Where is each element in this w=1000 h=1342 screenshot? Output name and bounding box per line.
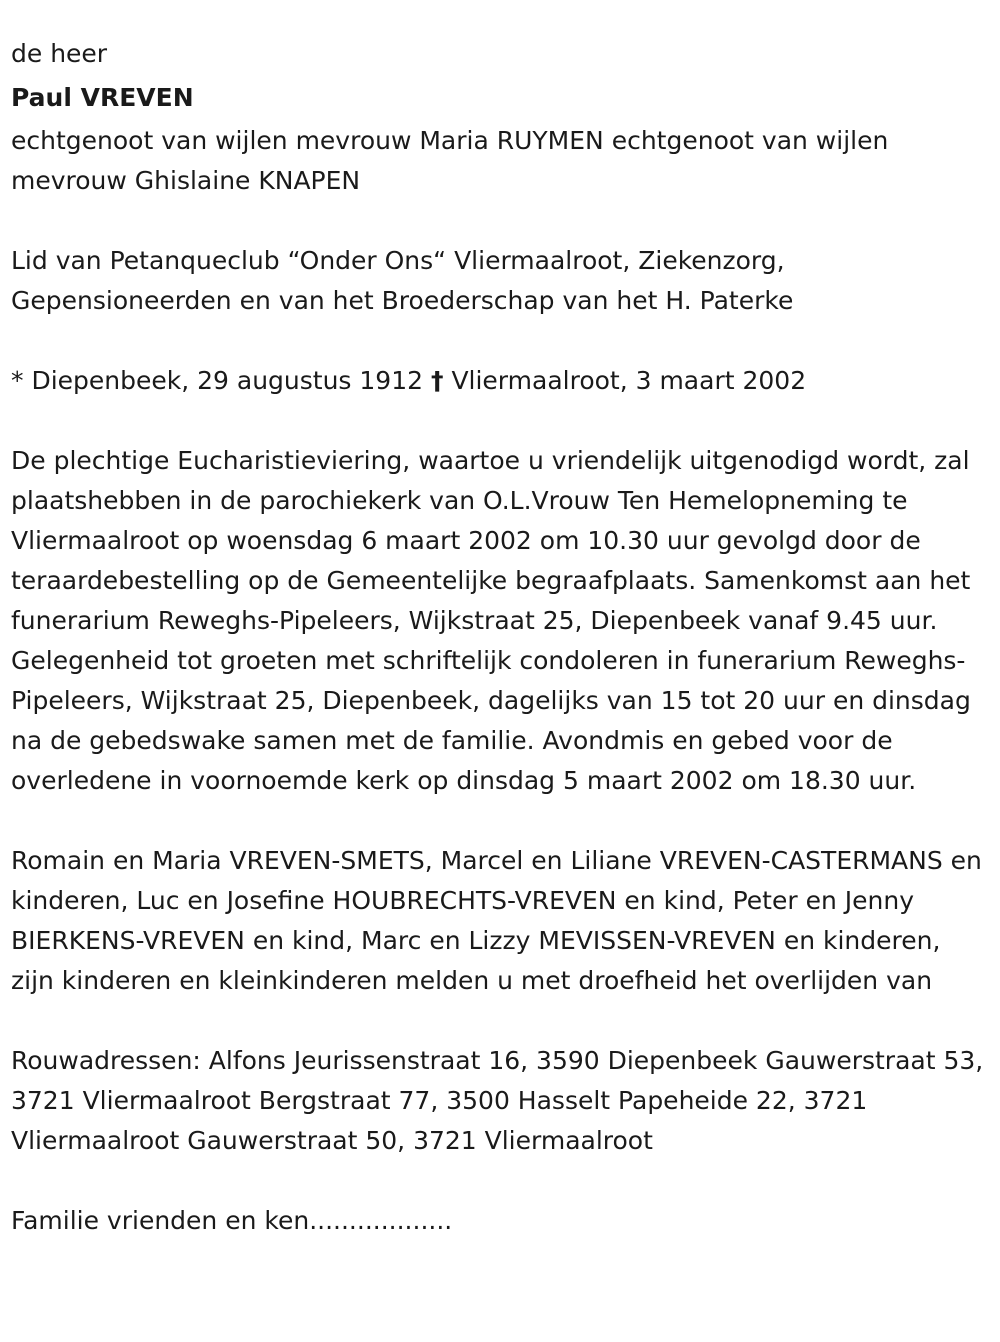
deceased-name: Paul VREVEN: [11, 83, 194, 112]
birth-info: * Diepenbeek, 29 augustus 1912: [11, 366, 424, 395]
spouse-line: echtgenoot van wijlen mevrouw Maria RUYMEN echtgenoot van wijlen mevrouw Ghislaine KNAPEN: [11, 126, 889, 195]
salutation: de heer: [11, 39, 108, 68]
death-info: Vliermaalroot, 3 maart 2002: [451, 366, 807, 395]
memberships-paragraph: Lid van Petanqueclub “Onder Ons“ Vliermaalroot, Ziekenzorg, Gepensioneerden en van het Broederschap van het H. Paterke: [11, 246, 794, 315]
family-paragraph: Romain en Maria VREVEN-SMETS, Marcel en Liliane VREVEN-CASTERMANS en kinderen, Luc en Josefine HOUBRECHTS-VREVEN en kind, Peter en Jenny BIERKENS-VREVEN en kind, Marc en Lizzy MEVISSEN-VREVEN en kinderen, zijn kinderen en kleinkinderen melden u met droefheid het overlijden van: [11, 846, 982, 995]
cross-icon: †: [430, 366, 444, 395]
ceremony-paragraph: De plechtige Eucharistieviering, waartoe u vriendelijk uitgenodigd wordt, zal plaatshebben in de parochiekerk van O.L.Vrouw Ten Hemelopneming te Vliermaalroot op woensdag 6 maart 2002 om 10.30 uur gevolgd door de teraardebestelling op de Gemeentelijke begraafplaats. Samenkomst aan het funerarium Reweghs-Pipeleers, Wijkstraat 25, Diepenbeek vanaf 9.45 uur. Gelegenheid tot groeten met schriftelijk condoleren in funerarium Reweghs-Pipeleers, Wijkstraat 25, Diepenbeek, dagelijks van 15 tot 20 uur en dinsdag na de gebedswake samen met de familie. Avondmis en gebed voor de overledene in voornoemde kerk op dinsdag 5 maart 2002 om 18.30 uur.: [11, 446, 971, 795]
birth-death-line: [11, 361, 988, 401]
closing-line: Familie vrienden en ken..................: [11, 1206, 453, 1235]
addresses-paragraph: Rouwadressen: Alfons Jeurissenstraat 16, 3590 Diepenbeek Gauwerstraat 53, 3721 Vliermaalroot Bergstraat 77, 3500 Hasselt Papeheide 22, 3721 Vliermaalroot Gauwerstraat 50, 3721 Vliermaalroot: [11, 1046, 984, 1155]
